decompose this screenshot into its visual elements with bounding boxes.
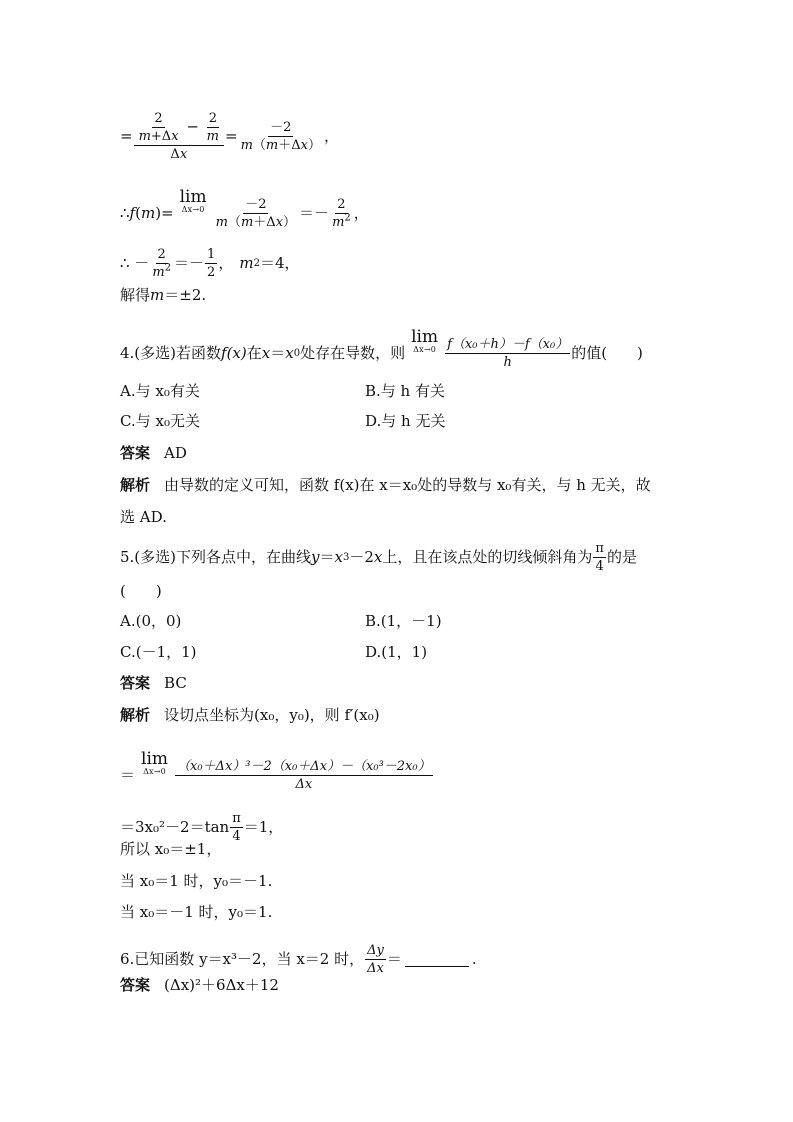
equals-sign-2: = [225,127,238,145]
derivation-line-1 [120,112,339,161]
pi-over-4: $\frac{\pi}{4}$ [595,541,604,574]
question-4-stem: 4.(多选)若函数 f(x) 在 x ＝ x 0 处存在导数，则 lim Δx→0 $\frac{\text{f（x₀＋h）－f（x₀）}}{h}$ 的值( ) [120,327,643,370]
step-line-3: 所以 x₀＝±1， [120,840,222,858]
inner-den-1: m+Δx [138,129,179,144]
function-fx: f(x) [221,344,247,362]
equals-sign: = [120,127,133,145]
limit-fraction: $\frac{-2}{m(m+\Delta x)}$ [215,197,297,230]
therefore-symbol-2: ∴ － [120,254,150,272]
option-C-q5: C.(－1，1) [120,643,197,661]
question-5-paren: ( ) [120,582,162,600]
answer-blank[interactable] [405,952,469,967]
option-A-q5: A.(0，0) [120,612,182,630]
result-fraction-2: $\frac{2}{m^2}$ [332,197,351,230]
step-tan-line: ＝3x₀²－2＝tan $\frac{\pi}{4}$ ＝1， [120,811,284,844]
answer-line-q4 [120,446,187,461]
result-denominator: m（m＋Δx） [240,138,321,153]
inner-fraction-1 [137,112,181,143]
analysis-line-q4: 解析 由导数的定义可知，函数 f(x)在 x＝x₀处的导数与 x₀有关，与 h 无关，故 [120,476,651,494]
limit-operator-q4: lim Δx→0 [411,327,439,354]
result-fraction [239,121,323,152]
answer-label: 答案 [120,444,151,462]
option-C: C.与 x₀无关 [120,412,200,430]
result-numerator: －2 [270,120,292,135]
answer-line-q5 [120,676,187,691]
fraction-2-over-m2: $\frac{2}{m^2}$ [152,247,172,280]
answer-line-q6 [120,978,279,993]
option-B: B.与 h 有关 [365,382,445,400]
answer-value-q5: BC [164,674,187,692]
answer-value: AD [164,444,187,462]
inner-fraction-2 [205,112,221,143]
option-A: A.与 x₀有关 [120,382,200,400]
solve-result-line: 解得 m ＝±2. [120,286,207,304]
function-f: f [129,204,136,222]
comma: ， [324,127,340,145]
therefore-symbol: ∴ [120,204,130,222]
option-D-q5: D.(1，1) [365,643,428,661]
minus-sign: − [186,117,199,136]
derivation-line-3: ∴ － $\frac{2}{m^2}$ ＝－ $\frac{1}{2}$ ， m 2 ＝4， [120,247,300,280]
inner-num-1: 2 [154,111,163,126]
difference-quotient: $\frac{\text{f（x₀＋h）－f（x₀）}}{h}$ [447,337,569,370]
limit-expression-q5: ＝ lim Δx→0 $\frac{\text{（x₀＋Δx）³－2（x₀＋Δx）－（x₀³－2x₀）}}{\Delta x}$ [120,749,431,792]
answer-value-q6: (Δx)²＋6Δx＋12 [164,976,279,994]
option-D: D.与 h 无关 [365,412,446,430]
delta-y-over-delta-x: $\frac{\Delta y}{\Delta x}$ [367,943,384,976]
fraction-half: $\frac{1}{2}$ [207,247,216,280]
inner-num-2: 2 [208,111,217,126]
limit-fraction-q5: $\frac{\text{（x₀＋Δx）³－2（x₀＋Δx）－（x₀³－2x₀）}}{\Delta x}$ [177,759,431,792]
equals-neg: ＝－ [299,204,330,222]
answer-label-q5: 答案 [120,674,151,692]
answer-label-q6: 答案 [120,976,151,994]
analysis-label-q5: 解析 [120,706,151,724]
option-B-q5: B.(1，－1) [365,612,442,630]
pi-over-4-step: $\frac{\pi}{4}$ [232,811,241,844]
compound-denominator: Δx [170,147,188,162]
analysis-label: 解析 [120,476,151,494]
step-line-4: 当 x₀＝1 时，y₀＝－1. [120,872,273,890]
analysis-line-q4-cont: 选 AD. [120,508,167,526]
question-5-stem: 5.(多选)下列各点中，在曲线 y ＝ x 3 －2 x 上，且在该点处的切线倾斜角为 $\frac{\pi}{4}$ 的是 [120,541,637,574]
derivation-line-2: ∴ f ( m )= lim Δx→0 $\frac{-2}{m(m+\Delta x)}$ ＝－ $\frac{2}{m^2}$ ， [120,187,369,230]
limit-operator-q5: lim Δx→0 [141,749,169,776]
limit-operator: lim Δx→0 [179,187,207,214]
compound-numerator [134,112,224,146]
analysis-line-q5: 解析 设切点坐标为(x₀，y₀)，则 f′(x₀) [120,706,380,724]
question-6-stem: 6.已知函数 y＝x³－2，当 x＝2 时， $\frac{\Delta y}{\Delta x}$ ＝ . [120,943,477,976]
step-line-5: 当 x₀＝－1 时，y₀＝1. [120,903,273,921]
compound-fraction [134,112,224,161]
inner-den-2: m [206,129,219,144]
